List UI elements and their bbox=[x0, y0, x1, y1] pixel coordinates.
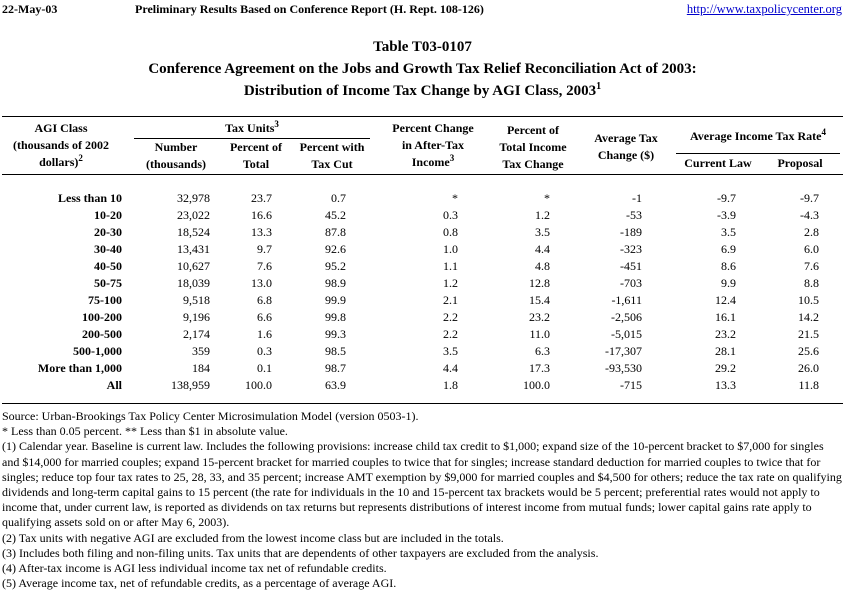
title-block bbox=[0, 36, 845, 102]
cell-pct-change: 2.2 bbox=[443, 327, 458, 341]
cell-avg-change: -1,611 bbox=[611, 293, 642, 307]
cell-proposal: 26.0 bbox=[798, 361, 819, 375]
cell-pct-total: 13.3 bbox=[251, 225, 272, 239]
note-source: Source: Urban-Brookings Tax Policy Center Microsimulation Model (version 0503-1). bbox=[2, 409, 419, 423]
cell-proposal: 14.2 bbox=[798, 310, 819, 324]
cell-current: 28.1 bbox=[715, 344, 736, 358]
cell-current: 6.9 bbox=[721, 242, 736, 256]
table-row bbox=[0, 309, 845, 326]
note-1: (1) Calendar year. Baseline is current law. Includes the following provisions: increase child tax credit to $1,000; expand size of the 10-percent bracket to $7,000 for singles and $14,000 for married couples; expand 15-percent bracket for married couples to twice that for singles; increase standard deduction for married couples to twice that for singles; reduce top four tax rates to 25, 28, 33, and 35 percent; increase AMT exemption by $9,000 for married couples and $4,500 for others; reduce the tax rate on qualifying dividends and long-term capital gains to 15 percent (the rate for individuals in the 10 and 15-percent tax brackets would be 5 percent; preferential rates would not apply to income that, under current law, is reported as dividends on tax returns but represents distributions of interest income from mutual funds; lower capital gains rate apply to qualifying assets sold on or after May 6, 2003). bbox=[2, 439, 842, 530]
cell-pct-total-change: 23.2 bbox=[529, 310, 550, 324]
cell-avg-change: -451 bbox=[620, 259, 642, 273]
col-tax-units: Tax Units$^3$ bbox=[225, 119, 279, 135]
cell-pct-cut: 63.9 bbox=[325, 378, 346, 392]
cell-pct-change: 2.2 bbox=[443, 310, 458, 324]
cell-number: 138,959 bbox=[171, 378, 210, 392]
cell-number: 9,196 bbox=[183, 310, 210, 324]
cell-avg-change: -17,307 bbox=[605, 344, 642, 358]
cell-pct-total-change: 11.0 bbox=[529, 327, 550, 341]
cell-pct-cut: 99.9 bbox=[325, 293, 346, 307]
table-row bbox=[0, 258, 845, 275]
cell-pct-change: 1.0 bbox=[443, 242, 458, 256]
cell-pct-total: 7.6 bbox=[257, 259, 272, 273]
cell-pct-total: 6.6 bbox=[257, 310, 272, 324]
row-label: 500-1,000 bbox=[73, 344, 122, 358]
cell-number: 18,524 bbox=[177, 225, 210, 239]
cell-pct-total-change: 100.0 bbox=[523, 378, 550, 392]
cell-pct-cut: 0.7 bbox=[331, 191, 346, 205]
row-label: 10-20 bbox=[94, 208, 122, 222]
col-pct-cut: Percent with Tax Cut bbox=[299, 140, 365, 171]
cell-pct-total-change: 1.2 bbox=[535, 208, 550, 222]
table-row bbox=[0, 224, 845, 241]
title-line-1: Conference Agreement on the Jobs and Growth Tax Relief Reconciliation Act of 2003: bbox=[148, 61, 697, 77]
cell-avg-change: -323 bbox=[620, 242, 642, 256]
cell-pct-total-change: 6.3 bbox=[535, 344, 550, 358]
notes-block bbox=[2, 409, 842, 591]
cell-current: 3.5 bbox=[721, 225, 736, 239]
cell-avg-change: -53 bbox=[626, 208, 642, 222]
row-label: All bbox=[106, 378, 122, 392]
cell-pct-cut: 98.7 bbox=[325, 361, 346, 375]
cell-current: 29.2 bbox=[715, 361, 736, 375]
cell-avg-change: -1 bbox=[632, 191, 642, 205]
cell-proposal: 25.6 bbox=[798, 344, 819, 358]
row-label: Less than 10 bbox=[57, 191, 122, 205]
title-line-2: Distribution of Income Tax Change by AGI Class, 2003$^1$ bbox=[243, 81, 602, 99]
cell-pct-total: 0.1 bbox=[257, 361, 272, 375]
cell-avg-change: -2,506 bbox=[611, 310, 642, 324]
row-label: 100-200 bbox=[82, 310, 122, 324]
cell-pct-cut: 99.8 bbox=[325, 310, 346, 324]
col-avg-change: Average Tax Change ($) bbox=[594, 131, 658, 162]
cell-pct-total: 23.7 bbox=[251, 191, 272, 205]
cell-pct-cut: 95.2 bbox=[325, 259, 346, 273]
cell-number: 184 bbox=[192, 361, 210, 375]
cell-pct-cut: 98.5 bbox=[325, 344, 346, 358]
note-3: (3) Includes both filing and non-filing units. Tax units that are dependents of other taxpayers are excluded from the analysis. bbox=[2, 545, 599, 560]
cell-pct-total: 0.3 bbox=[257, 344, 272, 358]
cell-number: 359 bbox=[192, 344, 210, 358]
note-4: (4) After-tax income is AGI less individual income tax net of refundable credits. bbox=[2, 561, 387, 576]
col-pct-change: Percent Change in After-Tax Income$^3$ bbox=[392, 121, 474, 169]
cell-pct-total: 16.6 bbox=[251, 208, 272, 222]
cell-pct-total: 1.6 bbox=[257, 327, 272, 341]
cell-proposal: 11.8 bbox=[798, 378, 819, 392]
cell-pct-change: 4.4 bbox=[443, 361, 458, 375]
cell-number: 10,627 bbox=[177, 259, 210, 273]
table-row bbox=[0, 190, 845, 207]
table-row bbox=[0, 343, 845, 360]
cell-pct-total-change: 12.8 bbox=[529, 276, 550, 290]
cell-avg-change: -703 bbox=[620, 276, 642, 290]
table-row bbox=[0, 207, 845, 224]
cell-current: 9.9 bbox=[721, 276, 736, 290]
cell-proposal: 2.8 bbox=[804, 225, 819, 239]
cell-proposal: 10.5 bbox=[798, 293, 819, 307]
cell-pct-total: 6.8 bbox=[257, 293, 272, 307]
table-row bbox=[0, 377, 845, 394]
cell-avg-change: -5,015 bbox=[611, 327, 642, 341]
col-proposal: Proposal bbox=[777, 156, 823, 170]
cell-proposal: 8.8 bbox=[804, 276, 819, 290]
row-label: 50-75 bbox=[94, 276, 122, 290]
cell-avg-change: -189 bbox=[620, 225, 642, 239]
cell-pct-cut: 92.6 bbox=[325, 242, 346, 256]
cell-pct-total-change: * bbox=[544, 191, 550, 205]
cell-pct-total: 100.0 bbox=[245, 378, 272, 392]
cell-pct-cut: 98.9 bbox=[325, 276, 346, 290]
report-date: 22-May-03 bbox=[2, 2, 58, 16]
cell-proposal: 7.6 bbox=[804, 259, 819, 273]
cell-pct-change: * bbox=[452, 191, 458, 205]
cell-proposal: -9.7 bbox=[800, 191, 819, 205]
col-agi-class: AGI Class (thousands of 2002 dollars)$^2$ bbox=[12, 121, 110, 169]
cell-number: 18,039 bbox=[177, 276, 210, 290]
table-row bbox=[0, 241, 845, 258]
cell-current: -9.7 bbox=[717, 191, 736, 205]
cell-number: 9,518 bbox=[183, 293, 210, 307]
row-label: 75-100 bbox=[88, 293, 122, 307]
cell-pct-total: 13.0 bbox=[251, 276, 272, 290]
cell-proposal: -4.3 bbox=[800, 208, 819, 222]
row-label: 40-50 bbox=[94, 259, 122, 273]
cell-number: 13,431 bbox=[177, 242, 210, 256]
cell-pct-change: 0.8 bbox=[443, 225, 458, 239]
header-top-rule bbox=[2, 116, 843, 117]
col-pct-total-change: Percent of Total Income Tax Change bbox=[499, 123, 567, 171]
cell-proposal: 21.5 bbox=[798, 327, 819, 341]
cell-current: -3.9 bbox=[717, 208, 736, 222]
cell-number: 23,022 bbox=[177, 208, 210, 222]
table-row bbox=[0, 360, 845, 377]
table-id: Table T03-0107 bbox=[373, 39, 472, 55]
cell-pct-change: 3.5 bbox=[443, 344, 458, 358]
cell-pct-change: 1.2 bbox=[443, 276, 458, 290]
cell-current: 8.6 bbox=[721, 259, 736, 273]
cell-pct-change: 1.1 bbox=[443, 259, 458, 273]
col-avg-rate: Average Income Tax Rate$^4$ bbox=[690, 127, 826, 143]
cell-avg-change: -93,530 bbox=[605, 361, 642, 375]
note-2: (2) Tax units with negative AGI are excluded from the lowest income class but are included in the totals. bbox=[2, 530, 504, 545]
row-label: 200-500 bbox=[82, 327, 122, 341]
row-label: More than 1,000 bbox=[37, 361, 122, 375]
top-bar bbox=[2, 2, 842, 18]
note-asterisk: * Less than 0.05 percent. ** Less than $1 in absolute value. bbox=[2, 424, 288, 439]
header-bottom-rule bbox=[2, 174, 843, 175]
cell-number: 2,174 bbox=[183, 327, 210, 341]
cell-current: 23.2 bbox=[715, 327, 736, 341]
cell-pct-total: 9.7 bbox=[257, 242, 272, 256]
table-row bbox=[0, 275, 845, 292]
cell-pct-change: 1.8 bbox=[443, 378, 458, 392]
row-label: 20-30 bbox=[94, 225, 122, 239]
cell-pct-change: 2.1 bbox=[443, 293, 458, 307]
cell-current: 16.1 bbox=[715, 310, 736, 324]
cell-pct-change: 0.3 bbox=[443, 208, 458, 222]
row-label: 30-40 bbox=[94, 242, 122, 256]
source-link[interactable]: http://www.taxpolicycenter.org bbox=[686, 2, 842, 16]
cell-pct-total-change: 4.8 bbox=[535, 259, 550, 273]
col-number: Number (thousands) bbox=[145, 140, 207, 171]
table-bottom-rule bbox=[2, 403, 843, 404]
cell-pct-total-change: 15.4 bbox=[529, 293, 550, 307]
cell-pct-total-change: 17.3 bbox=[529, 361, 550, 375]
preliminary-note: Preliminary Results Based on Conference Report (H. Rept. 108-126) bbox=[135, 2, 484, 16]
cell-avg-change: -715 bbox=[620, 378, 642, 392]
col-pct-total: Percent of Total bbox=[229, 140, 283, 171]
cell-pct-cut: 99.3 bbox=[325, 327, 346, 341]
cell-pct-total-change: 3.5 bbox=[535, 225, 550, 239]
cell-pct-cut: 45.2 bbox=[325, 208, 346, 222]
avg-rate-underline bbox=[676, 153, 840, 154]
cell-current: 12.4 bbox=[715, 293, 736, 307]
col-current-law: Current Law bbox=[684, 156, 752, 170]
cell-number: 32,978 bbox=[177, 191, 210, 205]
cell-current: 13.3 bbox=[715, 378, 736, 392]
cell-proposal: 6.0 bbox=[804, 242, 819, 256]
cell-pct-total-change: 4.4 bbox=[535, 242, 550, 256]
table-row bbox=[0, 292, 845, 309]
note-5: (5) Average income tax, net of refundable credits, as a percentage of average AGI. bbox=[2, 576, 397, 591]
cell-pct-cut: 87.8 bbox=[325, 225, 346, 239]
table-row bbox=[0, 326, 845, 343]
